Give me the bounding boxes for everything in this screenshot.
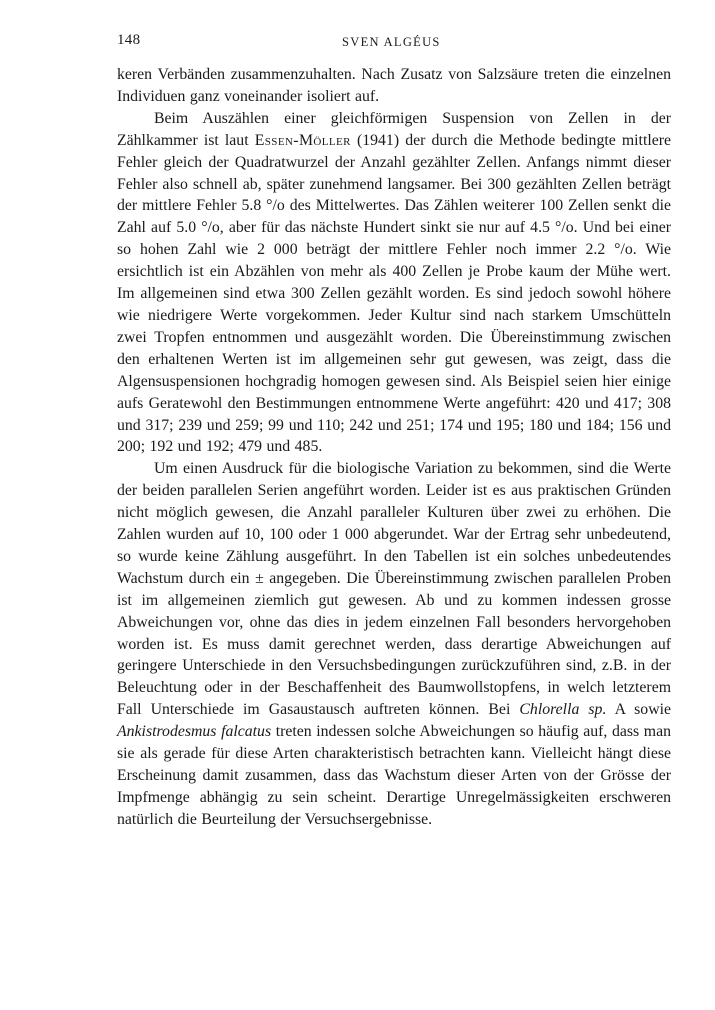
author-citation: Essen-Möller	[254, 131, 351, 149]
species-name: Ankistrodesmus falcatus	[117, 723, 272, 741]
body-text	[117, 64, 671, 831]
text-run: Beim Auszählen einer gleichförmigen Suspension von Zellen in der Zählkammer ist laut	[117, 109, 671, 149]
text-run: (1941) der durch die Methode bedingte mittlere Fehler gleich der Quadratwurzel der Anzahl gezählter Zellen. Anfangs nimmt dieser Fehler also schnell ab, später zunehmend langsamer. Bei 300 gezählten Zellen beträgt der mittlere Fehler 5.8 °/o des Mittelwertes. Das Zählen weiterer 100 Zellen senkt die Zahl auf 5.0 °/o, aber für das nächste Hundert sinkt sie nur auf 4.5 °/o. Und bei einer so hohen Zahl wie 2 000 beträgt der mittlere Fehler noch immer 2.2 °/o. Wie ersichtlich ist ein Abzählen von mehr als 400 Zellen je Probe kaum der Mühe wert. Im allgemeinen sind etwa 300 Zellen gezählt worden. Es sind jedoch sowohl höhere wie niedrigere Werte vorgekommen. Jeder Kultur sind nach starkem Umschütteln zwei Tropfen entnommen und ausgezählt worden. Die Übereinstimmung zwischen den erhaltenen Werten ist im allgemeinen sehr gut gewesen, was zeigt, dass die Algensuspensionen hochgradig homogen gewesen sind. Als Beispiel seien hier einige aufs Geratewohl den Bestimmungen entnommene Werte angeführt: 420 und 417; 308 und 317; 239 und 259; 99 und 110; 242 und 251; 174 und 195; 180 und 184; 156 und 200; 192 und 192; 479 und 485.	[117, 131, 671, 456]
text-run: keren Verbänden zusammenzuhalten. Nach Zusatz von Salzsäure treten die einzelnen Individuen ganz voneinander isoliert auf.	[117, 66, 671, 105]
text-run: Um einen Ausdruck für die biologische Variation zu bekommen, sind die Werte der beiden parallelen Serien angeführt worden. Leider ist es aus praktischen Gründen nicht möglich gewesen, die Anzahl paralleler Kulturen über zwei zu erhöhen. Die Zahlen wurden auf 10, 100 oder 1 000 abgerundet. War der Ertrag sehr unbedeutend, so wurde keine Zählung ausgeführt. In den Tabellen ist ein solches unbedeutendes Wachstum durch ein ± angegeben. Die Übereinstimmung zwischen parallelen Proben ist im allgemeinen ziemlich gut gewesen. Ab und zu kommen indessen grosse Abweichungen vor, ohne das dies in jedem einzelnen Fall besonders hervorgehoben worden ist. Es muss damit gerechnet werden, dass derartige Abweichungen auf geringere Unterschiede in den Versuchsbedingungen zurückzuführen sind, z.B. in der Beleuchtung oder in der Beschaffenheit des Baumwollstopfens, in welch letzterem Fall Unterschiede im Gasaustausch auftreten können. Bei	[117, 460, 671, 719]
text-run: A sowie	[606, 701, 672, 719]
paragraph-biological-variation	[117, 458, 671, 830]
text-run: treten indessen solche Abweichungen so häufig auf, dass man sie als gerade für diese Arten charakteristisch betrachten kann. Vielleicht hängt diese Erscheinung damit zusammen, dass das Wachstum dieser Arten von der Grösse der Impfmenge abhängig zu sein scheint. Derartige Unregelmässigkeiten erschweren natürlich die Beurteilung der Versuchsergebnisse.	[117, 723, 671, 828]
page	[117, 28, 671, 831]
running-head	[117, 28, 671, 58]
page-number: 148	[117, 32, 141, 48]
running-title: SVEN ALGÉUS	[342, 35, 441, 49]
paragraph-continuation	[117, 64, 671, 108]
species-name: Chlorella sp.	[519, 701, 607, 719]
paragraph-counting-error	[117, 108, 671, 459]
